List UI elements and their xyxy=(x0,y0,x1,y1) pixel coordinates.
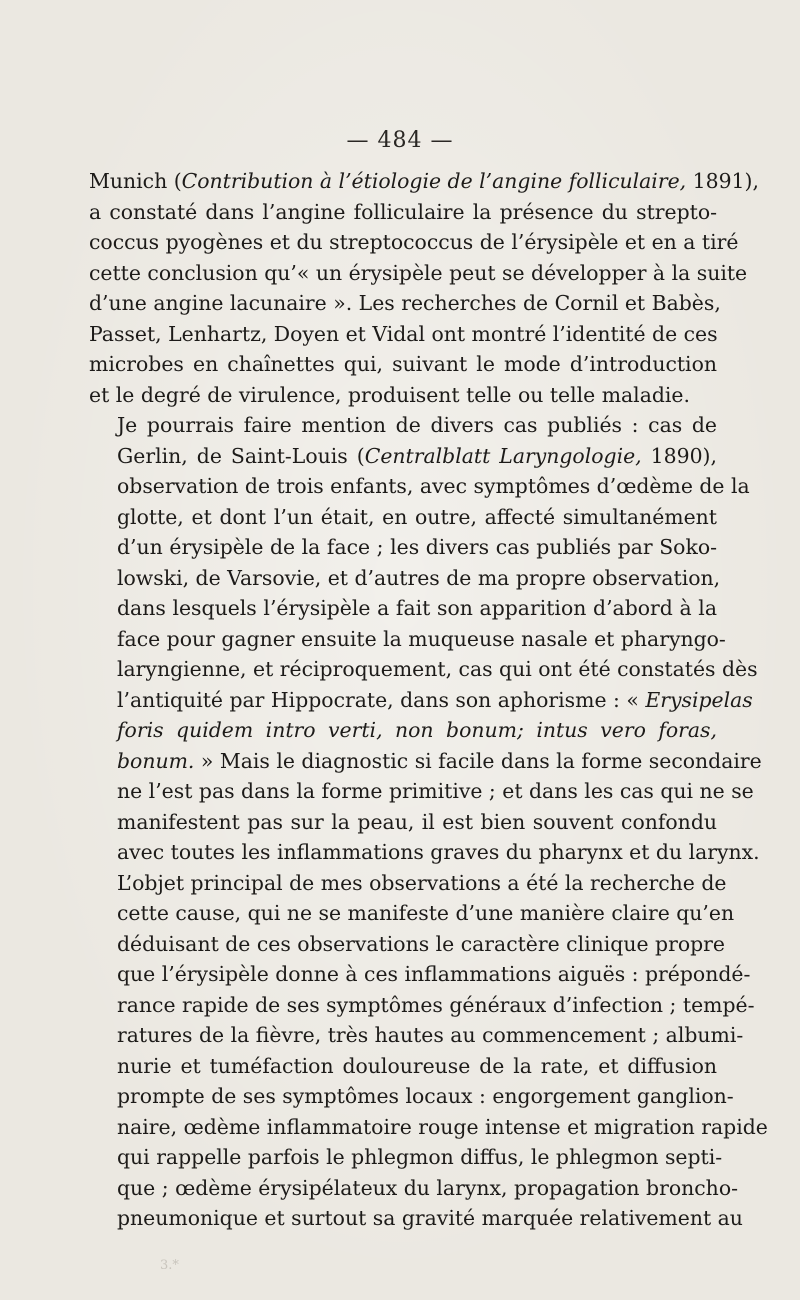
text-run: rance rapide de ses symptômes généraux d’infection ; tempé- xyxy=(117,992,755,1017)
text-line xyxy=(117,776,754,807)
text-run: déduisant de ces observations le caractère clinique propre xyxy=(117,931,725,956)
text-run: cette cause, qui ne se manifeste d’une manière claire qu’en xyxy=(117,901,735,925)
italic-text-run: Erysipelas xyxy=(645,687,753,712)
text-run: glotte, et dont l’un était, en outre, affecté simultanément xyxy=(117,504,717,529)
italic-text-run: Contribution à l’étiologie de l’angine folliculaire, xyxy=(181,169,687,193)
paragraph-3 xyxy=(89,868,768,1234)
text-line xyxy=(89,166,759,197)
text-line xyxy=(89,288,721,319)
text-line xyxy=(117,1142,723,1173)
text-line xyxy=(117,563,721,594)
text-run: a constaté dans l’angine folliculaire la présence du strepto- xyxy=(89,199,717,224)
text-run: 1890), xyxy=(641,443,717,468)
text-line xyxy=(117,1020,744,1051)
text-run: que ; œdème érysipélateux du larynx, propagation broncho- xyxy=(117,1175,738,1200)
text-run: manifestent pas sur la peau, il est bien souvent confondu xyxy=(117,809,717,834)
body-text xyxy=(89,166,768,1234)
text-line xyxy=(89,258,748,289)
italic-text-run: bonum. xyxy=(117,748,195,773)
text-line xyxy=(117,1173,738,1204)
text-run: dans lesquels l’érysipèle a fait son apparition d’abord à la xyxy=(117,596,717,620)
text-run: naire, œdème inflammatoire rouge intense et migration rapide xyxy=(117,1114,768,1139)
text-run: L’objet principal de mes observations a été la recherche de xyxy=(117,870,727,895)
text-line xyxy=(117,807,717,838)
text-line xyxy=(117,410,717,441)
text-line xyxy=(117,898,735,929)
text-line xyxy=(89,349,717,380)
text-line xyxy=(117,837,760,868)
text-line xyxy=(117,654,758,685)
text-line xyxy=(117,746,762,777)
text-line xyxy=(117,532,717,563)
text-line xyxy=(89,319,717,350)
text-line xyxy=(89,227,739,258)
paragraph-2 xyxy=(89,410,762,868)
text-run: » Mais le diagnostic si facile dans la forme secondaire xyxy=(194,748,762,773)
text-run: laryngienne, et réciproquement, cas qui ont été constatés dès xyxy=(117,657,758,681)
text-run: observation de trois enfants, avec symptômes d’œdème de la xyxy=(117,474,750,498)
text-run: 1891), xyxy=(686,169,759,193)
text-line xyxy=(117,1081,734,1112)
text-run: l’antiquité par Hippocrate, dans son aphorisme : « xyxy=(117,687,646,712)
text-line xyxy=(117,959,751,990)
text-run: nurie et tuméfaction douloureuse de la rate, et diffusion xyxy=(117,1053,717,1078)
text-run: d’un érysipèle de la face ; les divers cas publiés par Soko- xyxy=(117,535,717,559)
text-run: lowski, de Varsovie, et d’autres de ma propre observation, xyxy=(117,565,721,590)
text-line xyxy=(117,502,717,533)
text-run: face pour gagner ensuite la muqueuse nasale et pharyngo- xyxy=(117,626,726,651)
page-number: — 484 — xyxy=(346,128,454,153)
text-run: coccus pyogènes et du streptococcus de l’érysipèle et en a tiré xyxy=(89,230,739,254)
text-line xyxy=(117,929,725,960)
text-line xyxy=(117,1112,768,1143)
text-run: microbes en chaînettes qui, suivant le mode d’introduction xyxy=(89,352,717,376)
text-run: d’une angine lacunaire ». Les recherches de Cornil et Babès, xyxy=(89,291,721,315)
text-run: qui rappelle parfois le phlegmon diffus, le phlegmon septi- xyxy=(117,1145,723,1169)
italic-text-run: foris quidem intro verti, non bonum; intus vero foras, xyxy=(117,718,717,742)
text-line xyxy=(117,593,717,624)
text-run: ratures de la fièvre, très hautes au commencement ; albumi- xyxy=(117,1023,744,1047)
text-line xyxy=(117,1051,717,1082)
text-run: Passet, Lenhartz, Doyen et Vidal ont montré l’identité de ces xyxy=(89,321,718,346)
paragraph-1 xyxy=(89,166,759,410)
text-run: Je pourrais faire mention de divers cas publiés : cas de xyxy=(117,413,717,437)
footer-mark: 3.* xyxy=(160,1258,179,1273)
text-line xyxy=(89,197,717,228)
text-line xyxy=(117,685,753,716)
text-line xyxy=(117,1203,743,1234)
text-line xyxy=(117,868,727,899)
text-run: avec toutes les inflammations graves du pharynx et du larynx. xyxy=(117,840,760,864)
text-line xyxy=(89,380,717,411)
text-line xyxy=(117,715,717,746)
text-run: Munich ( xyxy=(89,169,182,193)
italic-text-run: Centralblatt Laryngologie, xyxy=(364,443,642,468)
text-run: Gerlin, de Saint-Louis ( xyxy=(117,443,365,468)
text-line xyxy=(117,990,755,1021)
text-run: ne l’est pas dans la forme primitive ; et dans les cas qui ne se xyxy=(117,779,754,803)
text-run: cette conclusion qu’« un érysipèle peut se développer à la suite xyxy=(89,260,748,285)
text-run: pneumonique et surtout sa gravité marquée relativement au xyxy=(117,1206,743,1230)
text-line xyxy=(117,441,717,472)
text-run: que l’érysipèle donne à ces inflammations aiguës : prépondé- xyxy=(117,962,751,986)
text-run: et le degré de virulence, produisent telle ou telle maladie. xyxy=(89,382,690,407)
text-run: prompte de ses symptômes locaux : engorgement ganglion- xyxy=(117,1084,734,1108)
text-line xyxy=(117,624,726,655)
text-line xyxy=(117,471,750,502)
